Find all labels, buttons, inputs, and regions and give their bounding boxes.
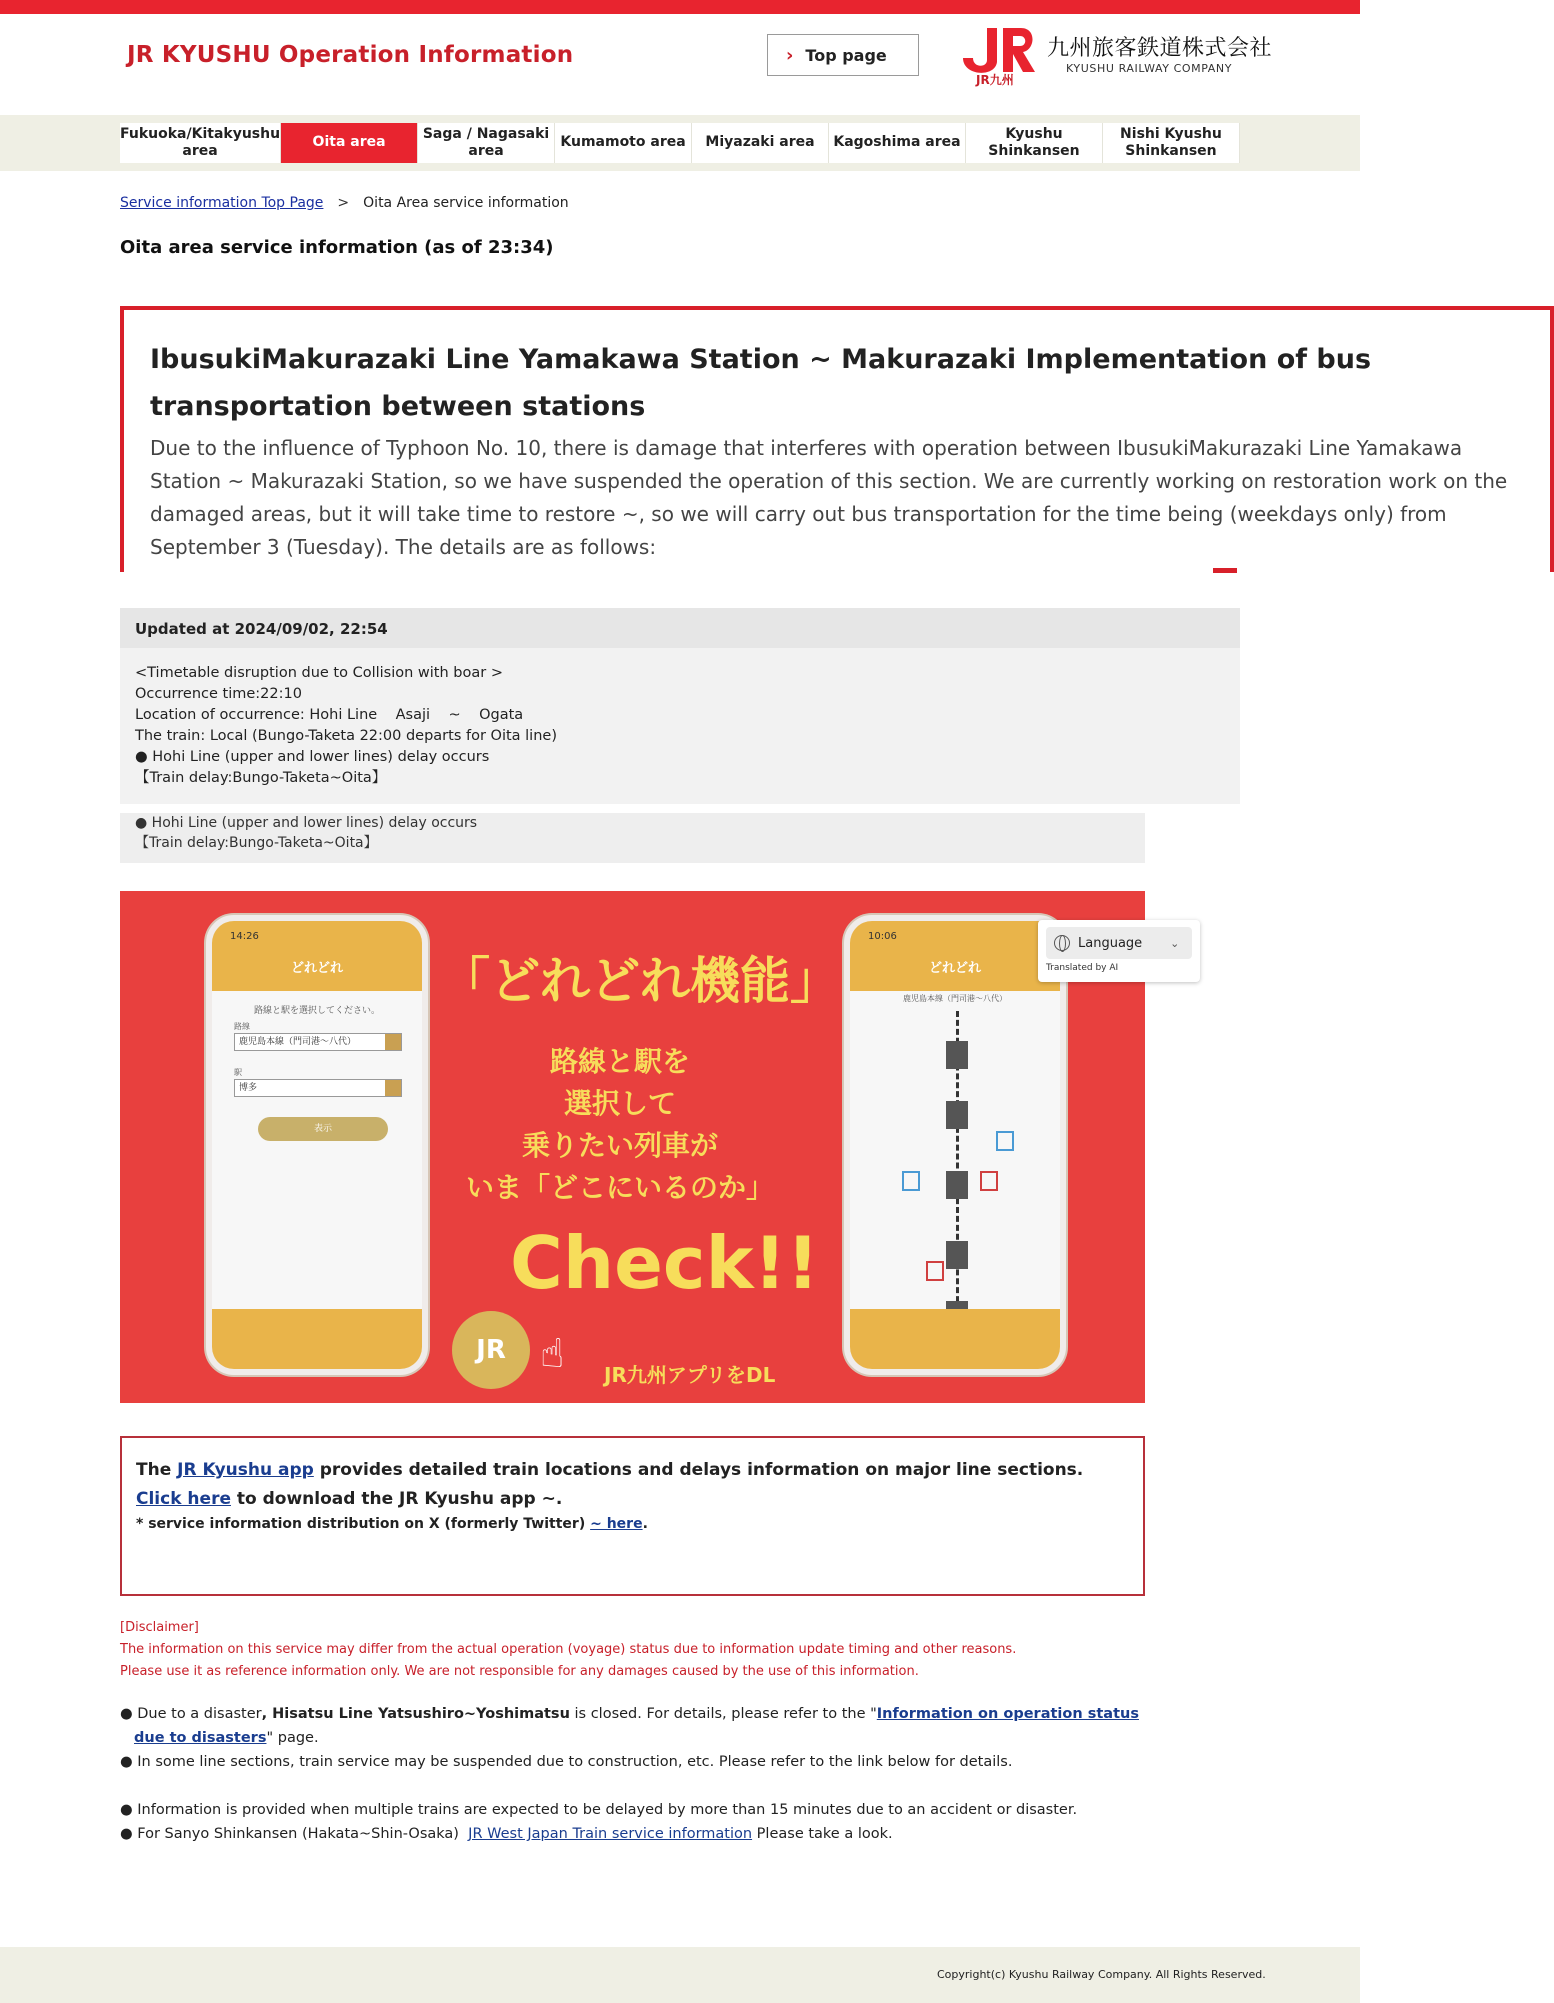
jr-kyushu-app-link[interactable]: JR Kyushu app (177, 1460, 314, 1480)
update-line: ● Hohi Line (upper and lower lines) delay occurs (135, 749, 490, 765)
notice-scroll-marker (1213, 568, 1237, 573)
phone-footer (850, 1309, 1060, 1369)
top-accent-bar (0, 0, 1360, 14)
top-page-button[interactable] (767, 34, 919, 76)
banner-download-text: JR九州アプリをDL (604, 1363, 776, 1387)
note-item: ● Information is provided when multiple trains are expected to be delayed by more than 15 minutes due to an accident or disaster. (120, 1802, 1078, 1818)
train-marker-blue (996, 1131, 1014, 1151)
banner-sub-line: 路線と駅を (549, 1045, 690, 1078)
update-line: 【Train delay:Bungo-Taketa~Oita】 (135, 770, 387, 786)
x-info-pre: * service information distribution on X (formerly Twitter) (136, 1516, 591, 1532)
update-line: Location of occurrence: Hohi Line Asaji ~ Ogata (135, 707, 524, 723)
note-text: ● For Sanyo Shinkansen (Hakata~Shin-Osaka) (120, 1826, 469, 1842)
jr-app-logo-icon: JR (452, 1311, 530, 1389)
phone-time: 10:06 (868, 931, 897, 942)
pointing-hand-icon: ☝ (540, 1331, 565, 1377)
note-text: ● Due to a disaster (120, 1706, 262, 1722)
chevron-down-icon: ⌄ (1170, 936, 1180, 950)
update-line: <Timetable disruption due to Collision with boar > (135, 665, 503, 681)
banner-sub-line: いま「どこにいるのか」 (465, 1171, 774, 1204)
update-repeat-line: ● Hohi Line (upper and lower lines) delay occurs (135, 815, 478, 831)
area-nav (120, 123, 1240, 163)
phone-time: 14:26 (230, 931, 259, 942)
info-text: provides detailed train locations and delays information on major line sections. (313, 1460, 1084, 1480)
banner-sub-line: 乗りたい列車が (521, 1129, 718, 1162)
notes-list (120, 1702, 1150, 1846)
info-text: The (136, 1460, 178, 1480)
note-text: Please take a look. (752, 1826, 893, 1842)
chevron-right-icon: › (786, 44, 794, 66)
disclaimer (120, 1617, 1016, 1683)
breadcrumb-separator: > (337, 195, 350, 211)
nav-item-kyushu-shinkansen[interactable]: Kyushu Shinkansen (966, 123, 1103, 163)
nav-item-nishi-kyushu-shinkansen[interactable]: Nishi Kyushu Shinkansen (1103, 123, 1240, 163)
disaster-info-link[interactable]: Information on operation status due to disasters (134, 1706, 1139, 1746)
breadcrumb-link-top[interactable]: Service information Top Page (120, 195, 324, 211)
x-info-post: . (642, 1516, 648, 1532)
app-banner[interactable] (120, 891, 1145, 1403)
notice-title: IbusukiMakurazaki Line Yamakawa Station ~ Makurazaki Implementation of bus transportation between stations (150, 344, 1372, 422)
app-info-box (120, 1436, 1145, 1596)
phone-footer (212, 1309, 422, 1369)
banner-sub-line: 選択して (563, 1087, 676, 1120)
phone-field-label: 駅 (234, 1068, 242, 1077)
disclaimer-line: The information on this service may differ from the actual operation (voyage) status due to information update timing and other reasons. (120, 1642, 1017, 1657)
phone-left-mockup (206, 915, 428, 1375)
breadcrumb-current: Oita Area service information (363, 195, 569, 211)
phone-prompt: 路線と駅を選択してください。 (253, 1006, 380, 1016)
language-dropdown[interactable] (1046, 927, 1192, 959)
disclaimer-heading: [Disclaimer] (120, 1620, 199, 1635)
train-marker-red (980, 1171, 998, 1191)
phone-app-title: どれどれ (928, 961, 981, 976)
train-marker-blue (902, 1171, 920, 1191)
phone-show-button: 表示 (258, 1117, 388, 1141)
train-marker (946, 1241, 968, 1269)
train-marker-red (926, 1261, 944, 1281)
phone-line-title: 鹿児島本線（門司港〜八代） (903, 994, 1007, 1003)
update-repeat (120, 813, 1145, 863)
phone-field-label: 路線 (234, 1022, 250, 1031)
spacer (120, 1774, 1150, 1798)
globe-icon (1054, 935, 1070, 951)
note-text: is closed. For details, please refer to the " (569, 1706, 877, 1722)
banner-check-text: Check!! (510, 1221, 820, 1305)
nav-item-kagoshima[interactable]: Kagoshima area (829, 123, 966, 163)
note-item (120, 1702, 1150, 1750)
nav-item-fukuoka[interactable]: Fukuoka/Kitakyushu area (120, 123, 281, 163)
nav-item-miyazaki[interactable]: Miyazaki area (692, 123, 829, 163)
info-text: to download the JR Kyushu app ~. (230, 1489, 563, 1509)
site-title: JR KYUSHU Operation Information (127, 42, 574, 68)
disclaimer-line: Please use it as reference information only. We are not responsible for any damages caused by the use of this information. (120, 1664, 919, 1679)
banner-title: 「どれどれ機能」 (440, 952, 840, 1010)
app-info-text (136, 1456, 1129, 1514)
train-marker (946, 1041, 968, 1069)
update-line: Occurrence time:22:10 (135, 686, 302, 702)
page-title: Oita area service information (as of 23:34) (120, 237, 554, 258)
train-marker (946, 1101, 968, 1129)
x-info-text (136, 1516, 1129, 1532)
banner-subtitle (450, 1041, 790, 1209)
notice-body: Due to the influence of Typhoon No. 10, there is damage that interferes with operation between IbusukiMakurazaki Line Yamakawa Station ~ Makurazaki Station, so we have suspended the operation of this section. We are currently working on restoration work on the damaged areas, but it will take time to restore ~, so we will carry out bus transportation for the time being (weekdays only) from September 3 (Tuesday). The details are as follows: (150, 436, 1508, 559)
x-here-link[interactable]: ~ here (590, 1516, 643, 1532)
update-body (120, 648, 1240, 804)
train-marker (946, 1171, 968, 1199)
update-line: The train: Local (Bungo-Taketa 22:00 departs for Oita line) (135, 728, 557, 744)
nav-item-oita[interactable]: Oita area (281, 123, 418, 163)
breadcrumb (120, 195, 569, 211)
phone-right-mockup (844, 915, 1066, 1375)
logo-sub-text: JR九州 (976, 73, 1014, 87)
note-item (120, 1822, 1150, 1846)
phone-app-title: どれどれ (290, 961, 343, 976)
copyright: Copyright(c) Kyushu Railway Company. All Rights Reserved. (937, 1968, 1266, 1981)
phone-line-field: 鹿児島本線（門司港〜八代） (234, 1033, 402, 1051)
phone-station-field: 博多 (234, 1079, 402, 1097)
note-bold: , Hisatsu Line Yatsushiro~Yoshimatsu (261, 1706, 570, 1722)
company-name-jp: 九州旅客鉄道株式会社 (1047, 36, 1273, 61)
note-item: ● In some line sections, train service may be suspended due to construction, etc. Please refer to the link below for details. (120, 1754, 1013, 1770)
click-here-link[interactable]: Click here (136, 1489, 231, 1509)
company-name-en: KYUSHU RAILWAY COMPANY (1066, 62, 1233, 75)
update-repeat-line: 【Train delay:Bungo-Taketa~Oita】 (135, 835, 378, 851)
update-heading: Updated at 2024/09/02, 22:54 (120, 608, 1240, 648)
note-text: " page. (266, 1730, 319, 1746)
top-page-label: Top page (805, 45, 887, 65)
translated-by-ai-note: Translated by AI (1046, 963, 1119, 973)
nav-item-saga-nagasaki[interactable]: Saga / Nagasaki area (418, 123, 555, 163)
jr-west-link[interactable]: JR West Japan Train service information (468, 1826, 753, 1842)
nav-item-kumamoto[interactable]: Kumamoto area (555, 123, 692, 163)
language-label: Language (1078, 935, 1143, 951)
